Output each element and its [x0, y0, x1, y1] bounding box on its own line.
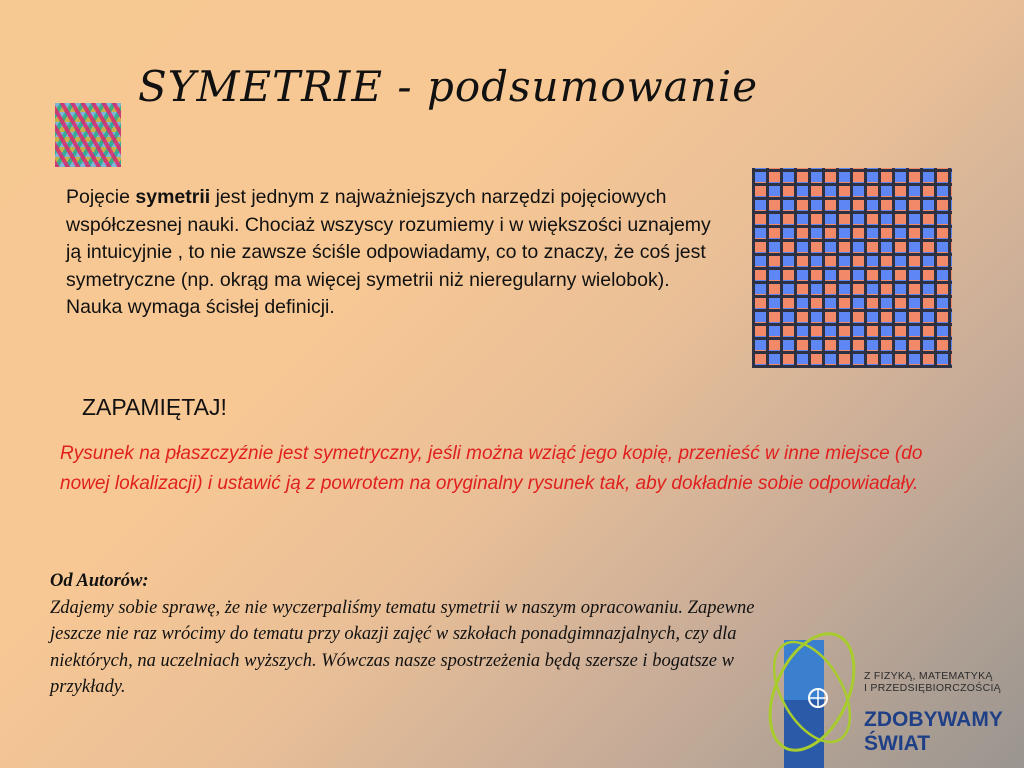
intro-line-2: Nauka wymaga ścisłej definicji.	[66, 296, 335, 318]
logo-tagline	[864, 670, 1001, 694]
authors-heading: Od Autorów:	[50, 571, 149, 591]
logo-tagline-line-2: I PRZEDSIĘBIORCZOŚCIĄ	[864, 682, 1001, 694]
checkerboard-pattern-image	[752, 168, 952, 368]
intro-paragraph	[66, 184, 728, 322]
cube-pattern-image	[55, 103, 121, 167]
intro-prefix: Pojęcie	[66, 186, 136, 208]
authors-text: Zdajemy sobie sprawę, że nie wyczerpaliśmy tematu symetrii w naszym opracowaniu. Zapewne jeszcze nie raz wrócimy do tematu przy okazji zajęć w szkołach ponadgimnazjalnych, czy dla niektórych, na uczelniach wyższych. Wówczas nasze spostrzeżenia będą szersze i bogatsze w przykłady.	[50, 597, 755, 697]
logo-tagline-line-1: Z FIZYKĄ, MATEMATYKĄ	[864, 670, 993, 682]
logo-emblem-icon	[768, 621, 871, 768]
remember-heading: ZAPAMIĘTAJ!	[82, 394, 227, 420]
slide-title: SYMETRIE - podsumowanie	[138, 62, 759, 111]
intro-rest: jest jednym z najważniejszych narzędzi pojęciowych współczesnej nauki. Chociaż wszyscy rozumiemy i w większości uznajemy ją intuicyjnie , to nie zawsze ściśle odpowiadamy, co to znaczy, że coś jest symetryczne (np. okrąg ma więcej symetrii niż nieregularny wielobok).	[66, 186, 711, 291]
logo-name	[864, 708, 1003, 756]
authors-note	[50, 568, 780, 701]
logo-name-line-1: ZDOBYWAMY	[864, 708, 1003, 731]
symmetry-definition: Rysunek na płaszczyźnie jest symetryczny, jeśli można wziąć jego kopię, przenieść w inne miejsce (do nowej lokalizacji) i ustawić ją z powrotem na oryginalny rysunek tak, aby dokładnie sobie odpowiadały.	[60, 443, 923, 494]
intro-bold-word: symetrii	[135, 186, 211, 208]
logo-name-line-2: ŚWIAT	[864, 732, 931, 755]
